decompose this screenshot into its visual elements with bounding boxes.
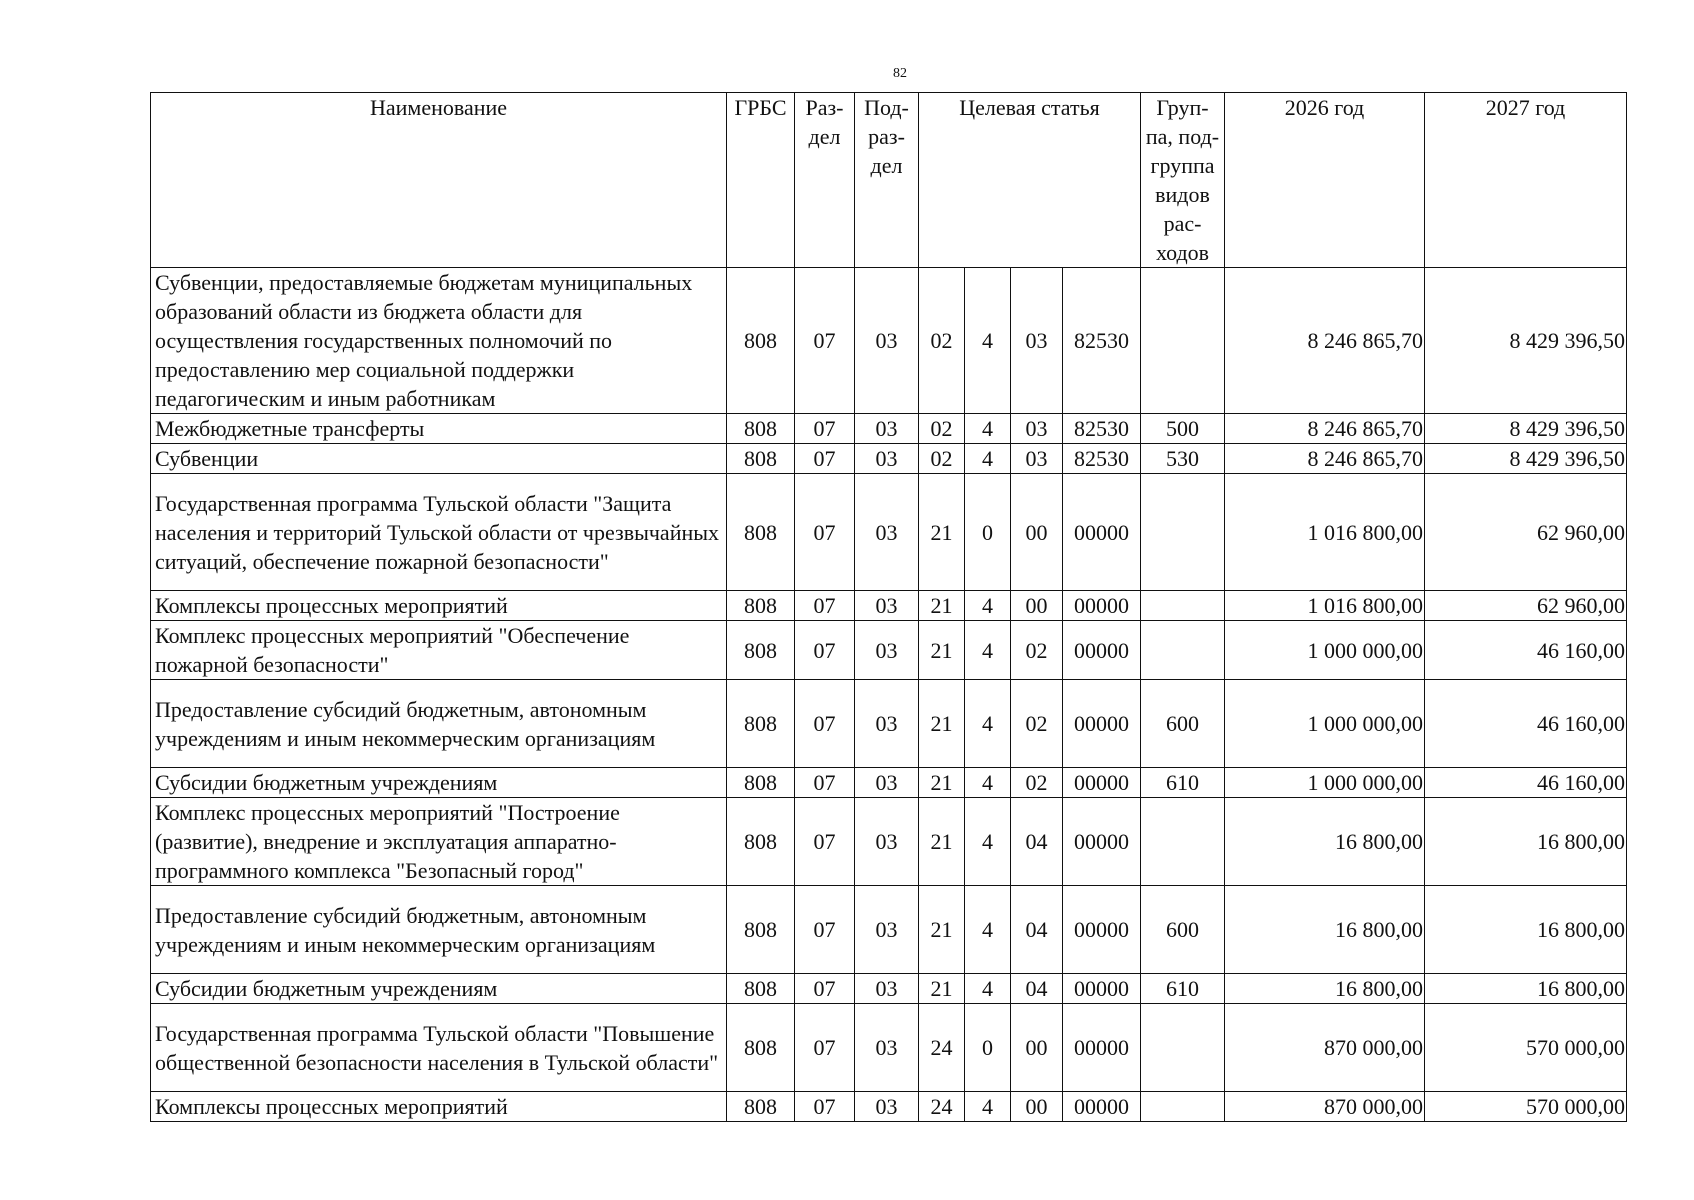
row-target-subprogram: 02 <box>1011 680 1063 768</box>
row-amount-2026: 8 246 865,70 <box>1225 268 1425 414</box>
row-name: Предоставление субсидий бюджетным, автономным учреждениям и иным некоммерческим организациям <box>151 886 727 974</box>
table-row <box>151 974 1627 1004</box>
header-grbs: ГРБС <box>727 93 795 268</box>
row-amount-2027: 8 429 396,50 <box>1425 444 1627 474</box>
row-subsection: 03 <box>855 768 919 798</box>
row-amount-2027: 62 960,00 <box>1425 591 1627 621</box>
row-target-program: 21 <box>919 621 965 680</box>
row-name: Комплексы процессных мероприятий <box>151 591 727 621</box>
header-name: Наименование <box>151 93 727 268</box>
row-subsection: 03 <box>855 591 919 621</box>
row-target-direction: 00000 <box>1063 680 1141 768</box>
row-name: Комплексы процессных мероприятий <box>151 1092 727 1122</box>
row-section: 07 <box>795 680 855 768</box>
row-target-program: 21 <box>919 798 965 886</box>
header-target-article: Целевая статья <box>919 93 1141 268</box>
page-number: 82 <box>893 66 907 81</box>
row-expense-group <box>1141 1004 1225 1092</box>
row-expense-group <box>1141 1092 1225 1122</box>
row-target-type: 4 <box>965 974 1011 1004</box>
row-grbs: 808 <box>727 474 795 591</box>
row-target-type: 0 <box>965 1004 1011 1092</box>
header-section-text: Раз- дел <box>805 95 844 149</box>
row-amount-2027: 16 800,00 <box>1425 974 1627 1004</box>
row-target-subprogram: 03 <box>1011 268 1063 414</box>
row-amount-2027: 46 160,00 <box>1425 680 1627 768</box>
table-row <box>151 768 1627 798</box>
row-amount-2027: 62 960,00 <box>1425 474 1627 591</box>
row-grbs: 808 <box>727 680 795 768</box>
row-target-type: 4 <box>965 886 1011 974</box>
row-subsection: 03 <box>855 680 919 768</box>
row-amount-2026: 1 016 800,00 <box>1225 591 1425 621</box>
row-section: 07 <box>795 591 855 621</box>
row-target-program: 02 <box>919 414 965 444</box>
row-subsection: 03 <box>855 414 919 444</box>
row-expense-group <box>1141 621 1225 680</box>
row-target-direction: 00000 <box>1063 974 1141 1004</box>
row-amount-2026: 1 000 000,00 <box>1225 768 1425 798</box>
row-target-direction: 00000 <box>1063 768 1141 798</box>
table-row <box>151 886 1627 974</box>
row-amount-2026: 1 000 000,00 <box>1225 621 1425 680</box>
row-subsection: 03 <box>855 444 919 474</box>
row-target-type: 0 <box>965 474 1011 591</box>
row-target-type: 4 <box>965 444 1011 474</box>
row-target-type: 4 <box>965 591 1011 621</box>
row-target-direction: 00000 <box>1063 886 1141 974</box>
header-section <box>795 93 855 268</box>
header-subsection-text: Под- раз- дел <box>864 95 909 178</box>
row-name: Субсидии бюджетным учреждениям <box>151 768 727 798</box>
row-target-type: 4 <box>965 798 1011 886</box>
row-section: 07 <box>795 1004 855 1092</box>
table-row <box>151 798 1627 886</box>
row-target-program: 24 <box>919 1004 965 1092</box>
table-row <box>151 444 1627 474</box>
row-target-type: 4 <box>965 768 1011 798</box>
row-name: Государственная программа Тульской области "Защита населения и территорий Тульской области от чрезвычайных ситуаций, обеспечение пожарной безопасности" <box>151 474 727 591</box>
row-expense-group: 530 <box>1141 444 1225 474</box>
row-target-subprogram: 04 <box>1011 798 1063 886</box>
row-subsection: 03 <box>855 474 919 591</box>
row-target-subprogram: 03 <box>1011 444 1063 474</box>
table-row <box>151 591 1627 621</box>
row-expense-group: 600 <box>1141 680 1225 768</box>
row-amount-2027: 570 000,00 <box>1425 1092 1627 1122</box>
row-name: Субсидии бюджетным учреждениям <box>151 974 727 1004</box>
row-amount-2026: 1 016 800,00 <box>1225 474 1425 591</box>
row-grbs: 808 <box>727 621 795 680</box>
row-amount-2026: 1 000 000,00 <box>1225 680 1425 768</box>
row-name: Комплекс процессных мероприятий "Построение (развитие), внедрение и эксплуатация аппаратно-программного комплекса "Безопасный город" <box>151 798 727 886</box>
row-grbs: 808 <box>727 886 795 974</box>
row-section: 07 <box>795 268 855 414</box>
row-name: Предоставление субсидий бюджетным, автономным учреждениям и иным некоммерческим организациям <box>151 680 727 768</box>
row-amount-2026: 16 800,00 <box>1225 974 1425 1004</box>
row-target-program: 02 <box>919 268 965 414</box>
row-target-subprogram: 00 <box>1011 474 1063 591</box>
row-target-subprogram: 02 <box>1011 768 1063 798</box>
row-amount-2026: 870 000,00 <box>1225 1092 1425 1122</box>
row-target-subprogram: 00 <box>1011 1092 1063 1122</box>
row-grbs: 808 <box>727 268 795 414</box>
header-expense-group-text: Груп- па, под- группа видов рас- ходов <box>1145 95 1220 265</box>
row-target-subprogram: 04 <box>1011 886 1063 974</box>
row-section: 07 <box>795 768 855 798</box>
row-target-subprogram: 00 <box>1011 591 1063 621</box>
row-amount-2026: 870 000,00 <box>1225 1004 1425 1092</box>
row-expense-group <box>1141 591 1225 621</box>
row-subsection: 03 <box>855 268 919 414</box>
row-target-subprogram: 04 <box>1011 974 1063 1004</box>
row-expense-group <box>1141 268 1225 414</box>
row-subsection: 03 <box>855 621 919 680</box>
row-grbs: 808 <box>727 444 795 474</box>
row-target-program: 21 <box>919 680 965 768</box>
row-target-type: 4 <box>965 680 1011 768</box>
row-target-subprogram: 00 <box>1011 1004 1063 1092</box>
row-target-direction: 00000 <box>1063 621 1141 680</box>
row-name: Межбюджетные трансферты <box>151 414 727 444</box>
row-amount-2027: 570 000,00 <box>1425 1004 1627 1092</box>
row-name: Государственная программа Тульской области "Повышение общественной безопасности населения в Тульской области" <box>151 1004 727 1092</box>
row-section: 07 <box>795 444 855 474</box>
row-target-program: 21 <box>919 474 965 591</box>
row-target-subprogram: 02 <box>1011 621 1063 680</box>
row-expense-group: 500 <box>1141 414 1225 444</box>
row-grbs: 808 <box>727 974 795 1004</box>
row-expense-group: 610 <box>1141 768 1225 798</box>
row-section: 07 <box>795 474 855 591</box>
row-amount-2027: 8 429 396,50 <box>1425 268 1627 414</box>
row-target-direction: 82530 <box>1063 268 1141 414</box>
table-row <box>151 1004 1627 1092</box>
row-section: 07 <box>795 414 855 444</box>
row-subsection: 03 <box>855 886 919 974</box>
row-subsection: 03 <box>855 974 919 1004</box>
table-row <box>151 474 1627 591</box>
header-row <box>151 93 1627 268</box>
row-amount-2027: 8 429 396,50 <box>1425 414 1627 444</box>
table-row <box>151 1092 1627 1122</box>
row-target-type: 4 <box>965 621 1011 680</box>
row-amount-2027: 16 800,00 <box>1425 886 1627 974</box>
row-amount-2026: 8 246 865,70 <box>1225 414 1425 444</box>
table-row <box>151 268 1627 414</box>
row-expense-group: 600 <box>1141 886 1225 974</box>
row-expense-group <box>1141 798 1225 886</box>
row-target-direction: 82530 <box>1063 414 1141 444</box>
header-expense-group <box>1141 93 1225 268</box>
row-amount-2026: 16 800,00 <box>1225 886 1425 974</box>
header-year-2027: 2027 год <box>1425 93 1627 268</box>
row-amount-2027: 46 160,00 <box>1425 768 1627 798</box>
row-target-program: 21 <box>919 886 965 974</box>
row-grbs: 808 <box>727 768 795 798</box>
row-section: 07 <box>795 974 855 1004</box>
row-target-direction: 82530 <box>1063 444 1141 474</box>
header-subsection <box>855 93 919 268</box>
table-row <box>151 414 1627 444</box>
row-expense-group <box>1141 474 1225 591</box>
row-subsection: 03 <box>855 798 919 886</box>
row-name: Комплекс процессных мероприятий "Обеспечение пожарной безопасности" <box>151 621 727 680</box>
row-target-direction: 00000 <box>1063 798 1141 886</box>
row-name: Субвенции <box>151 444 727 474</box>
row-target-program: 24 <box>919 1092 965 1122</box>
row-target-program: 21 <box>919 591 965 621</box>
header-year-2026: 2026 год <box>1225 93 1425 268</box>
row-subsection: 03 <box>855 1004 919 1092</box>
budget-table <box>150 92 1627 1122</box>
row-amount-2026: 16 800,00 <box>1225 798 1425 886</box>
row-grbs: 808 <box>727 1092 795 1122</box>
row-target-type: 4 <box>965 1092 1011 1122</box>
row-grbs: 808 <box>727 798 795 886</box>
row-amount-2027: 46 160,00 <box>1425 621 1627 680</box>
row-target-direction: 00000 <box>1063 474 1141 591</box>
table-row <box>151 680 1627 768</box>
row-target-direction: 00000 <box>1063 1004 1141 1092</box>
row-grbs: 808 <box>727 591 795 621</box>
row-target-type: 4 <box>965 414 1011 444</box>
table-row <box>151 621 1627 680</box>
row-target-direction: 00000 <box>1063 1092 1141 1122</box>
row-target-program: 21 <box>919 974 965 1004</box>
row-expense-group: 610 <box>1141 974 1225 1004</box>
row-section: 07 <box>795 1092 855 1122</box>
row-grbs: 808 <box>727 1004 795 1092</box>
row-section: 07 <box>795 621 855 680</box>
row-name: Субвенции, предоставляемые бюджетам муниципальных образований области из бюджета области для осуществления государственных полномочий по предоставлению мер социальной поддержки педагогическим и иным работникам <box>151 268 727 414</box>
row-target-program: 02 <box>919 444 965 474</box>
row-amount-2027: 16 800,00 <box>1425 798 1627 886</box>
row-section: 07 <box>795 798 855 886</box>
row-target-program: 21 <box>919 768 965 798</box>
row-section: 07 <box>795 886 855 974</box>
row-target-subprogram: 03 <box>1011 414 1063 444</box>
row-subsection: 03 <box>855 1092 919 1122</box>
row-grbs: 808 <box>727 414 795 444</box>
row-target-type: 4 <box>965 268 1011 414</box>
row-amount-2026: 8 246 865,70 <box>1225 444 1425 474</box>
row-target-direction: 00000 <box>1063 591 1141 621</box>
